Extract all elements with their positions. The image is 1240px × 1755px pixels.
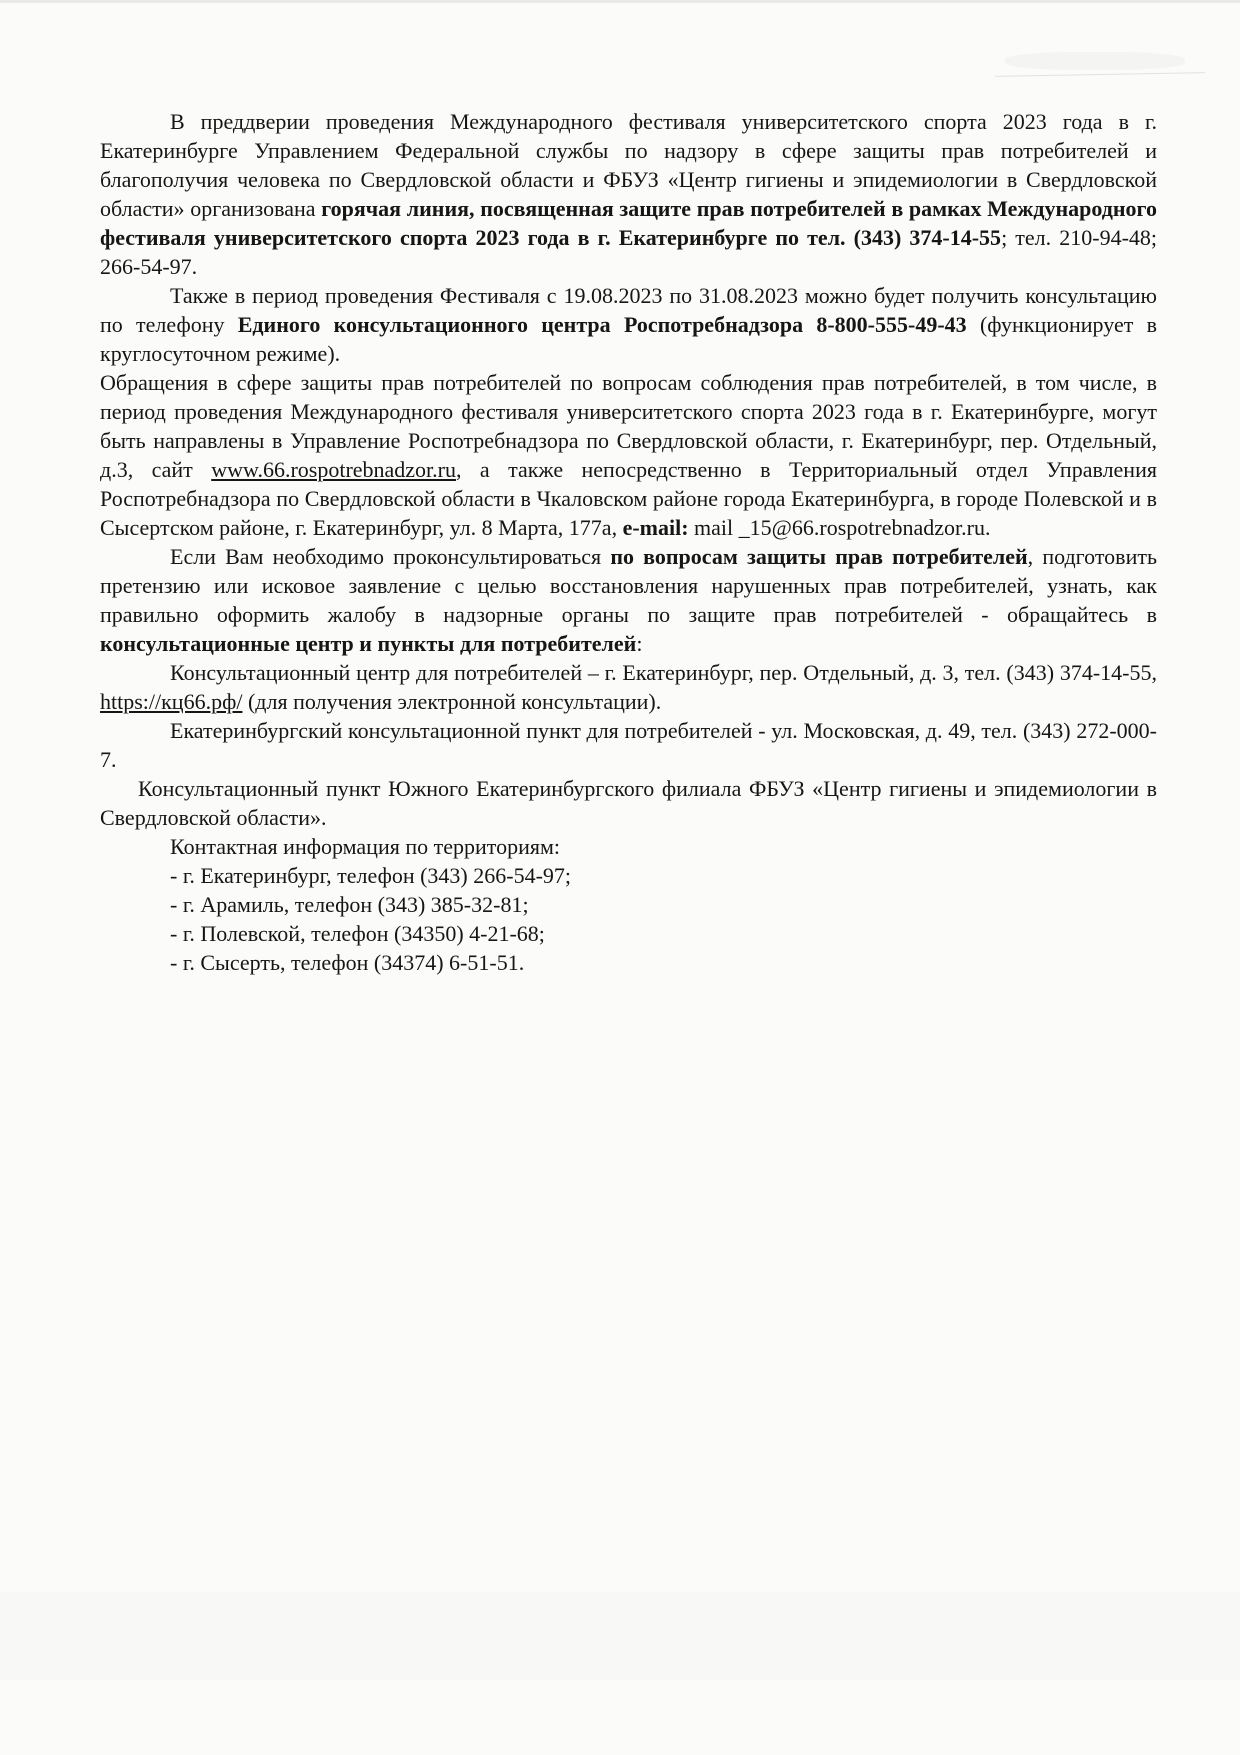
text-run: , подготовить претензию или исковое заявление с целью восстановления нарушенных прав потребителей, узнать, как правильно оформить жалобу в надзорные органы по защите прав потребителей - обращайтесь в — [100, 544, 1157, 627]
text-run: (функционирует в круглосуточном режиме). — [100, 312, 1157, 366]
paragraph-southern-branch-point — [100, 774, 1157, 832]
scan-artifact-smudge — [1005, 52, 1185, 70]
paragraph-consultation-center — [100, 658, 1157, 716]
contact-line-polevskoy: - г. Полевской, телефон (34350) 4-21-68; — [170, 921, 545, 946]
text-run: Консультационный центр для потребителей – г. Екатеринбург, пер. Отдельный, д. 3, тел. (343) 374-14-55, — [170, 660, 1157, 685]
text-run: (для получения электронной консультации). — [242, 689, 662, 714]
rospotrebnadzor-site-link: www.66.rospotrebnadzor.ru — [211, 457, 456, 482]
paragraph-festival-consultation — [100, 281, 1157, 368]
consultation-center-bold-text: Единого консультационного центра Роспотребнадзора 8-800-555-49-43 — [237, 312, 967, 337]
text-run: , а также непосредственно в Территориальный отдел Управления Роспотребнадзора по Свердловской области в Чкаловском районе города Екатеринбурга, в городе Полевской и в Сысертском районе, г. Екатеринбург, ул. 8 Марта, 177а, — [100, 457, 1157, 540]
text-run: Если Вам необходимо проконсультироваться — [170, 544, 611, 569]
email-label-bold-text: e-mail: — [622, 515, 689, 540]
email-address-text: mail _15@66.rospotrebnadzor.ru. — [688, 515, 991, 540]
contact-list — [170, 861, 1157, 977]
text-run: Консультационный пункт Южного Екатеринбургского филиала ФБУЗ «Центр гигиены и эпидемиологии в Свердловской области». — [100, 776, 1157, 830]
scan-artifact-top-edge — [0, 0, 1240, 3]
hotline-bold-text: горячая линия, посвященная защите прав потребителей в рамках Международного фестиваля университетского спорта 2023 года в г. Екатеринбурге по тел. (343) 374-14-55 — [100, 196, 1157, 250]
centers-points-bold-text: консультационные центр и пункты для потребителей — [100, 631, 637, 656]
scan-artifact-line — [995, 72, 1205, 77]
paragraph-ekaterinburg-point — [100, 716, 1157, 774]
text-run: Контактная информация по территориям: — [170, 834, 561, 859]
text-run: Также в период проведения Фестиваля с 19.08.2023 по 31.08.2023 можно будет получить консультацию по телефону — [100, 283, 1157, 337]
contact-line-aramil: - г. Арамиль, телефон (343) 385-32-81; — [170, 892, 529, 917]
kc66-site-link: https://кц66.рф/ — [100, 689, 243, 714]
paragraph-hotline-announcement — [100, 107, 1157, 281]
text-run: ; тел. 210-94-48; 266-54-97. — [100, 225, 1158, 279]
text-run: : — [636, 631, 643, 656]
contact-line-ekaterinburg: - г. Екатеринбург, телефон (343) 266-54-97; — [170, 863, 572, 888]
scan-artifact-band — [0, 1592, 1240, 1680]
letter-body — [100, 107, 1157, 977]
text-run: В преддверии проведения Международного фестиваля университетского спорта 2023 года в г. Екатеринбурге Управлением Федеральной службы по надзору в сфере защиты прав потребителей и благополучия человека по Свердловской области и ФБУЗ «Центр гигиены и эпидемиологии в Свердловской области» организована — [100, 109, 1157, 221]
paragraph-appeals — [100, 368, 1157, 542]
paragraph-consultation-invite — [100, 542, 1157, 658]
consumer-rights-bold-text: по вопросам защиты прав потребителей — [610, 544, 1028, 569]
contact-line-sysert: - г. Сысерть, телефон (34374) 6-51-51. — [170, 950, 525, 975]
contacts-heading — [100, 832, 1157, 861]
text-run: Обращения в сфере защиты прав потребителей по вопросам соблюдения прав потребителей, в том числе, в период проведения Международного фестиваля университетского спорта 2023 года в г. Екатеринбурге, могут быть направлены в Управление Роспотребнадзора по Свердловской области, г. Екатеринбург, пер. Отдельный, д.3, сайт — [100, 370, 1157, 482]
text-run: Екатеринбургский консультационной пункт для потребителей - ул. Московская, д. 49, тел. (343) 272-000-7. — [100, 718, 1157, 772]
